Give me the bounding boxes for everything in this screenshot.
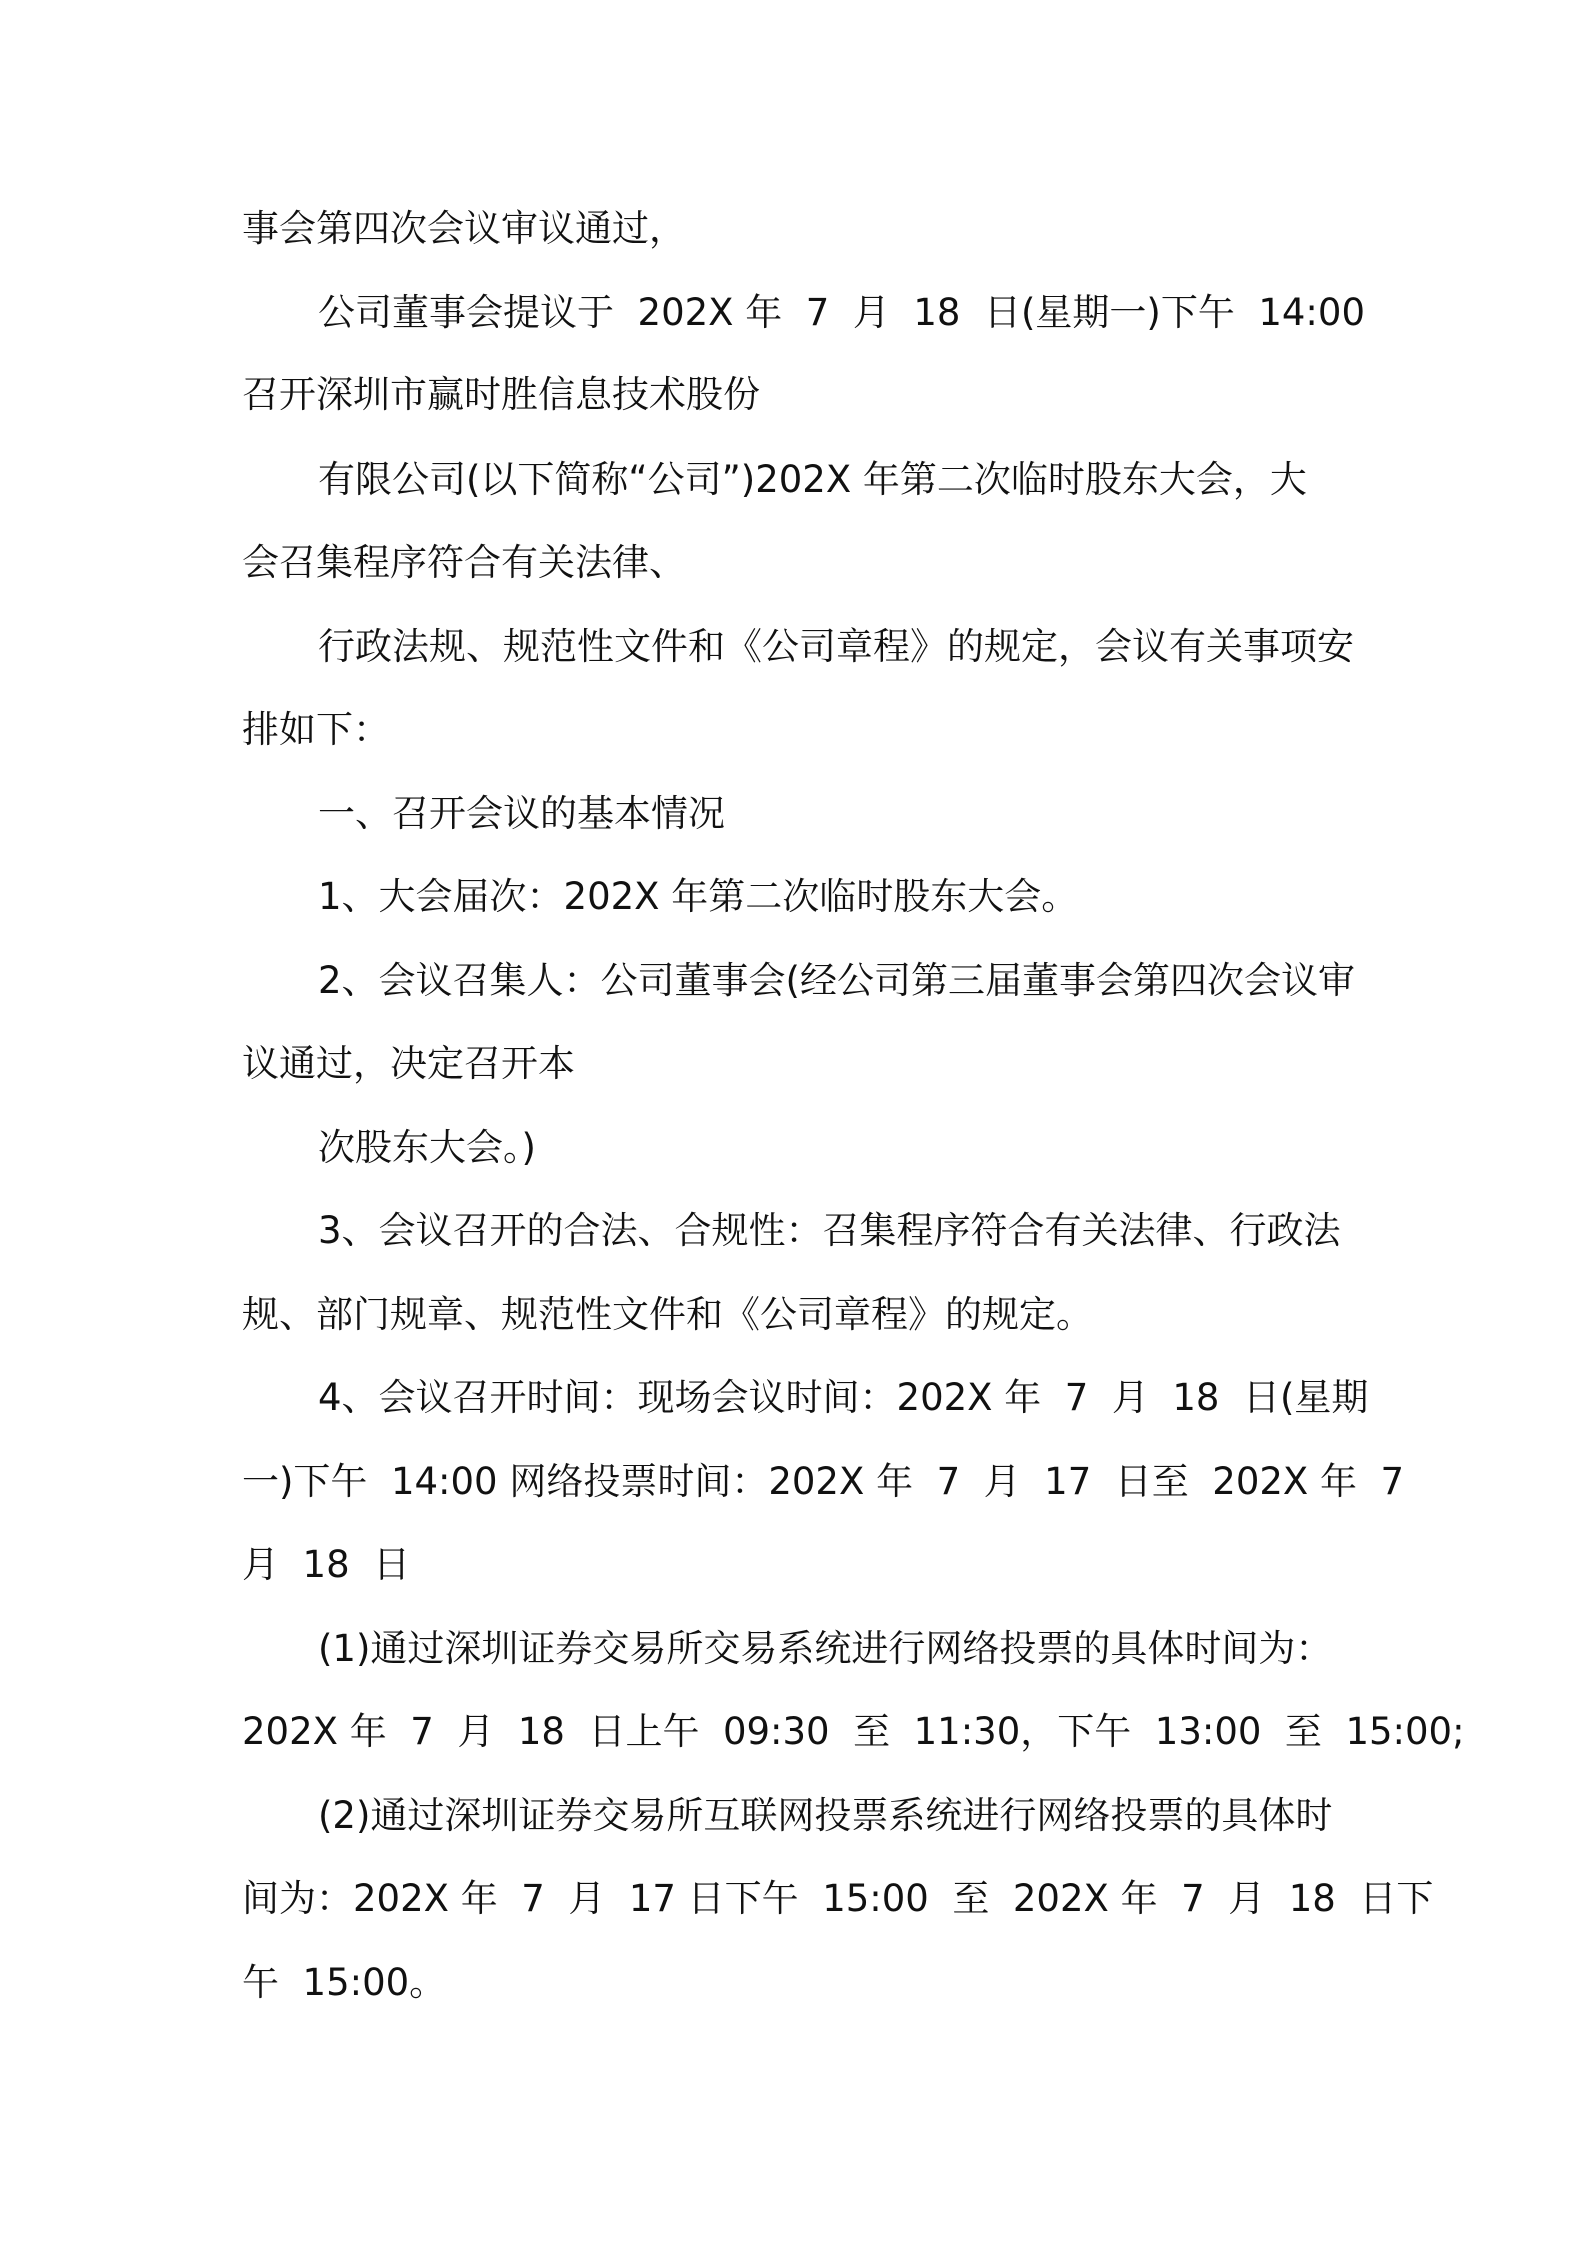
text-line-21: 间为：202X 年 7 月 17 日下午 15:00 至 202X 年 7 月 18 日下 xyxy=(242,1877,1434,1920)
text-line-18: (1)通过深圳证券交易所交易系统进行网络投票的具体时间为： xyxy=(318,1627,1333,1670)
text-line-22: 午 15:00。 xyxy=(242,1961,447,2004)
text-line-13: 3、会议召开的合法、合规性：召集程序符合有关法律、行政法 xyxy=(318,1209,1341,1252)
text-line-16: 一)下午 14:00 网络投票时间：202X 年 7 月 17 日至 202X 年 7 xyxy=(242,1460,1405,1503)
text-line-14: 规、部门规章、规范性文件和《公司章程》的规定。 xyxy=(242,1293,1093,1336)
text-line-20: (2)通过深圳证券交易所互联网投票系统进行网络投票的具体时 xyxy=(318,1794,1333,1837)
text-line-5: 会召集程序符合有关法律、 xyxy=(242,541,686,584)
text-line-9: 1、大会届次：202X 年第二次临时股东大会。 xyxy=(318,875,1079,918)
text-line-2: 公司董事会提议于 202X 年 7 月 18 日(星期一)下午 14:00 xyxy=(318,291,1365,334)
text-line-12: 次股东大会。) xyxy=(318,1126,536,1169)
text-line-10: 2、会议召集人：公司董事会(经公司第三届董事会第四次会议审 xyxy=(318,959,1355,1002)
text-line-6: 行政法规、规范性文件和《公司章程》的规定，会议有关事项安 xyxy=(318,625,1354,668)
text-line-4: 有限公司(以下简称“公司”)202X 年第二次临时股东大会，大 xyxy=(318,458,1307,501)
text-line-15: 4、会议召开时间：现场会议时间：202X 年 7 月 18 日(星期 xyxy=(318,1376,1369,1419)
text-line-7: 排如下： xyxy=(242,708,390,751)
text-line-3: 召开深圳市赢时胜信息技术股份 xyxy=(242,373,760,416)
text-line-1: 事会第四次会议审议通过， xyxy=(242,207,686,250)
text-line-19: 202X 年 7 月 18 日上午 09:30 至 11:30，下午 13:00 至 15:00; xyxy=(242,1710,1465,1753)
section-heading: 一、召开会议的基本情况 xyxy=(318,792,725,835)
text-line-17: 月 18 日 xyxy=(242,1543,411,1586)
text-line-11: 议通过，决定召开本 xyxy=(242,1042,575,1085)
